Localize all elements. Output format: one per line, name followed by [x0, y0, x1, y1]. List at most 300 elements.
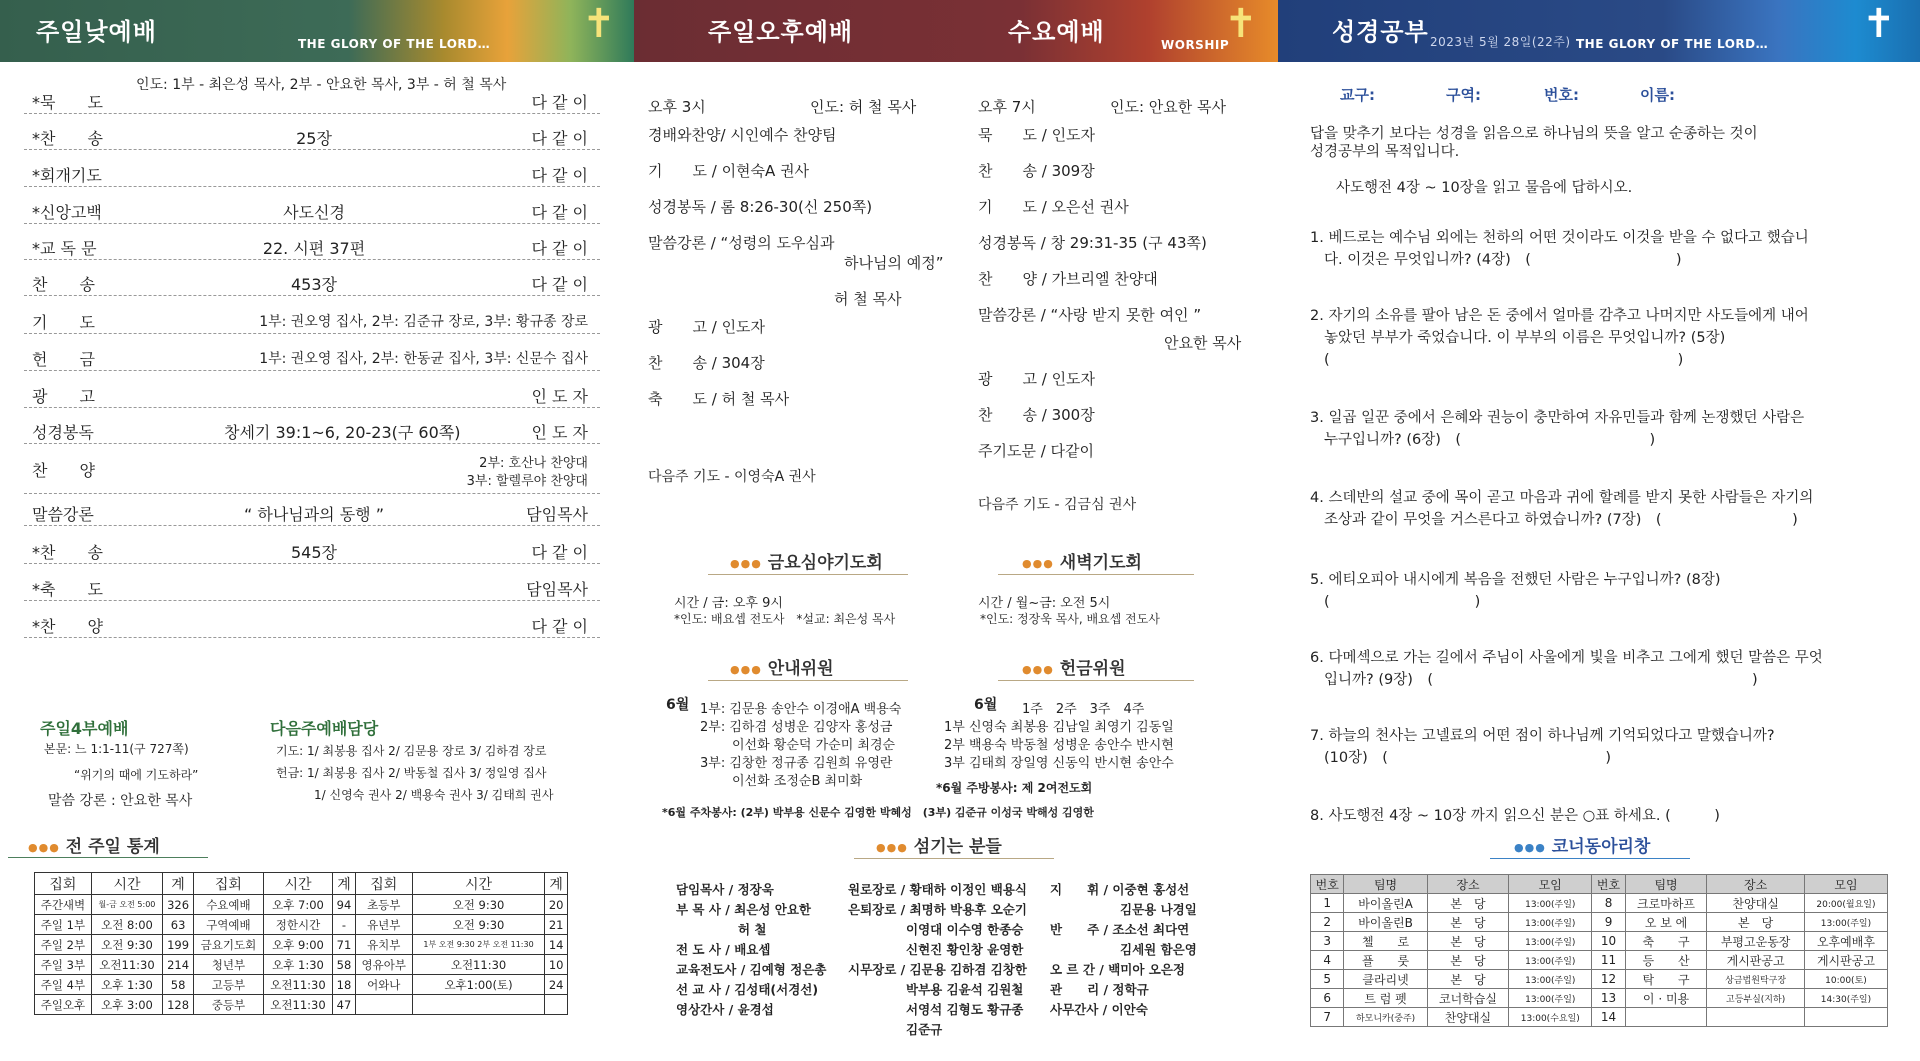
cross-icon: ✝: [582, 1, 616, 47]
stats-cell: 오후 9:00: [263, 935, 332, 955]
stats-cell: 유년부: [355, 915, 412, 935]
stats-cell: 오전11:30: [263, 995, 332, 1015]
club-row: [1311, 932, 1888, 951]
stats-row: [35, 915, 568, 935]
club-cell: 12: [1592, 970, 1625, 989]
question-line: 입니까? (9장) ( ): [1324, 672, 1758, 688]
stats-cell: 58: [333, 955, 356, 975]
stats-header-cell: 집회: [355, 873, 412, 895]
club-header-cell: 팀명: [1344, 875, 1427, 894]
question-line: 조상과 같이 무엇을 거스른다고 하였습니까? (7장) ( ): [1324, 512, 1798, 528]
order-person: 다 같 이: [531, 93, 588, 112]
stats-row: [35, 995, 568, 1015]
stats-cell: 초등부: [355, 895, 412, 915]
serve-title: 섬기는 분들: [913, 837, 1002, 857]
stats-row: [35, 955, 568, 975]
stats-cell: 구역예배: [194, 915, 264, 935]
guide-row: 1부: 김문용 송안수 이경애A 백용숙: [700, 702, 902, 717]
stats-cell: 오후1:00(토): [412, 975, 545, 995]
stats-cell: 오후 7:00: [263, 895, 332, 915]
bible-study-panel: [1278, 62, 1920, 1061]
order-item: 말씀강론: [32, 505, 94, 524]
stats-cell: 오전 9:30: [412, 895, 545, 915]
club-cell: 14:30(주일): [1804, 989, 1887, 1008]
service-line: 말씀강론 / “성령의 도우심과: [648, 234, 835, 252]
order-item: *찬 양: [32, 617, 103, 636]
club-cell: 본 당: [1707, 913, 1805, 932]
club-header-cell: 번호: [1592, 875, 1625, 894]
guide-row: 3부: 김창한 정규종 김원희 유영란: [700, 756, 893, 771]
stats-cell: 주간새벽: [35, 895, 92, 915]
service-line: 경배와찬양/ 시인예수 찬양팀: [648, 126, 837, 144]
serve-line: 사무간사 / 이안숙: [1050, 1002, 1148, 1017]
service-line: 주기도문 / 다같이: [978, 442, 1095, 460]
stats-row: [35, 895, 568, 915]
club-cell: 찬양대실: [1427, 1008, 1509, 1027]
service-line: 축 도 / 허 철 목사: [648, 390, 790, 408]
stats-cell: 20: [545, 895, 568, 915]
order-person: 1부: 권오영 집사, 2부: 김준규 장로, 3부: 황규종 장로: [259, 314, 588, 330]
stats-cell: [545, 995, 568, 1015]
club-title: 코너동아리창: [1551, 837, 1651, 857]
serve-heading: ●●● 섬기는 분들: [876, 837, 1002, 857]
order-row: [24, 82, 600, 114]
club-cell: 오 보 에: [1625, 913, 1707, 932]
afternoon-leader: 인도: 허 철 목사: [810, 98, 917, 116]
order-person: 2부: 호산나 찬양대: [479, 456, 588, 471]
club-cell: 축 구: [1625, 932, 1707, 951]
stats-cell: 21: [545, 915, 568, 935]
stats-cell: 오전 9:30: [91, 935, 162, 955]
question-line: 3. 일곱 일꾼 중에서 은혜와 권능이 충만하여 자유민들과 함께 논쟁했던 사람은: [1310, 410, 1805, 426]
club-cell: 9: [1592, 913, 1625, 932]
stats-cell: 128: [163, 995, 194, 1015]
stats-cell: 1부 오전 9:30 2부 오전 11:30: [412, 935, 545, 955]
dawn-heading: ●●● 새벽기도회: [1022, 553, 1142, 573]
club-header-cell: 모임: [1804, 875, 1887, 894]
order-row: [24, 606, 600, 638]
afternoon-title: 주일오후예배: [708, 18, 854, 46]
club-cell: 10: [1592, 932, 1625, 951]
serve-line: 이영대 이수영 한종승: [906, 922, 1024, 937]
order-item: *묵 도: [32, 93, 103, 112]
worship-tagline: WORSHIP: [1161, 38, 1230, 52]
stats-cell: 199: [163, 935, 194, 955]
question-line: ( ): [1324, 352, 1684, 368]
stats-cell: 오후 1:30: [91, 975, 162, 995]
order-row: [24, 532, 600, 564]
stats-cell: 주일오후: [35, 995, 92, 1015]
order-row: [24, 376, 600, 408]
stats-header-cell: 계: [163, 873, 194, 895]
banner-sunday-morning: [0, 0, 634, 62]
order-person-2: 3부: 할렐루야 찬양대: [466, 474, 588, 489]
stats-cell: 주일 3부: [35, 955, 92, 975]
friday-who: *인도: 배요셉 전도사 *설교: 최은성 목사: [674, 612, 896, 626]
serve-line: 관 리 / 정학규: [1050, 982, 1149, 997]
order-person: 인 도 자: [531, 387, 588, 406]
stats-cell: 유치부: [355, 935, 412, 955]
stats-cell: 주일 1부: [35, 915, 92, 935]
question-line: 5. 에티오피아 내시에게 복음을 전했던 사람은 누구입니까? (8장): [1310, 572, 1721, 588]
club-cell: 5: [1311, 970, 1344, 989]
sunday-morning-title: 주일낮예배: [36, 18, 157, 46]
club-table: [1310, 874, 1888, 1027]
offering-committee-title: 헌금위원: [1059, 659, 1126, 679]
club-cell: 바이올린A: [1344, 894, 1427, 913]
club-cell: [1707, 1008, 1805, 1027]
stats-cell: 청년부: [194, 955, 264, 975]
club-cell: 상금법원탁구장: [1707, 970, 1805, 989]
club-cell: 본 당: [1427, 913, 1509, 932]
club-heading: ●●● 코너동아리창: [1514, 837, 1651, 857]
question-line: 6. 다메섹으로 가는 길에서 주님이 사울에게 빛을 비추고 그에게 했던 말씀은 무엇: [1310, 650, 1823, 666]
order-person: 다 같 이: [531, 543, 588, 562]
club-cell: 오후예배후: [1804, 932, 1887, 951]
wednesday-title: 수요예배: [1008, 18, 1105, 46]
order-person: 다 같 이: [531, 166, 588, 185]
sunday-morning-panel: [0, 62, 634, 1061]
question-line: 2. 자기의 소유를 팔아 남은 돈 중에서 얼마를 감추고 나머지만 사도들에게 내어: [1310, 308, 1809, 324]
afternoon-wednesday-panel: [634, 62, 1278, 1061]
offer-head: 1주 2주 3주 4주: [1022, 702, 1145, 717]
serve-line: 담임목사 / 정장욱: [676, 882, 774, 897]
club-cell: 첼 로: [1344, 932, 1427, 951]
serve-line: 원로장로 / 황태하 이정인 백용식: [848, 882, 1027, 897]
question-line: (10장) ( ): [1324, 750, 1612, 766]
club-cell: 13:00(주일): [1509, 894, 1592, 913]
club-cell: [1625, 1008, 1707, 1027]
club-cell: 게시판공고: [1804, 951, 1887, 970]
club-row: [1311, 970, 1888, 989]
order-detail: “ 하나님과의 동행 ”: [243, 505, 385, 524]
guide-row: 이선화 조정순B 최미화: [732, 774, 863, 789]
stats-cell: 오전 9:30: [412, 915, 545, 935]
info-field: 이름:: [1640, 86, 1675, 104]
stats-cell: 오후 1:30: [263, 955, 332, 975]
stats-cell: 어와나: [355, 975, 412, 995]
banner-afternoon-wednesday: [634, 0, 1278, 62]
serve-line: 김세원 함은영: [1120, 942, 1197, 957]
fourth-service-title: 주일4부예배: [40, 719, 129, 738]
order-item: 기 도: [32, 313, 95, 332]
stats-header-cell: 시간: [91, 873, 162, 895]
service-line: 찬 송 / 309장: [978, 162, 1095, 180]
club-cell: 찬양대실: [1707, 894, 1805, 913]
question-line: 7. 하늘의 천사는 고넬료의 어떤 점이 하나님께 기억되었다고 말했습니까?: [1310, 728, 1775, 744]
order-person: 다 같 이: [531, 203, 588, 222]
club-cell: 13:00(주일): [1509, 989, 1592, 1008]
order-detail: 453장: [291, 275, 337, 294]
order-item: *교 독 문: [32, 239, 97, 258]
club-cell: 13:00(주일): [1804, 913, 1887, 932]
service-line: 성경봉독 / 창 29:31-35 (구 43쪽): [978, 234, 1207, 252]
club-cell: 13: [1592, 989, 1625, 1008]
order-detail: 22. 시편 37편: [262, 239, 366, 258]
guide-month: 6월: [666, 697, 690, 713]
attendance-stats-table: [34, 872, 568, 1015]
club-cell: 10:00(토): [1804, 970, 1887, 989]
club-cell: 본 당: [1427, 932, 1509, 951]
question-line: 1. 베드로는 예수님 외에는 천하의 어떤 것이라도 이것을 받을 수 없다고 했습니: [1310, 230, 1809, 246]
service-line: 찬 송 / 300장: [978, 406, 1095, 424]
order-item: 찬 양: [32, 461, 95, 480]
club-cell: 크로마하프: [1625, 894, 1707, 913]
club-cell: 트 럼 펫: [1344, 989, 1427, 1008]
serve-line: 지 휘 / 이중현 홍성선: [1050, 882, 1190, 897]
serve-line: 김문용 나경일: [1120, 902, 1197, 917]
wednesday-time: 오후 7시: [978, 98, 1036, 116]
order-item: *찬 송: [32, 543, 103, 562]
stats-cell: 14: [545, 935, 568, 955]
wednesday-leader: 인도: 안요한 목사: [1110, 98, 1227, 116]
order-row: [24, 412, 600, 444]
club-row: [1311, 1008, 1888, 1027]
serve-line: 전 도 사 / 배요셉: [676, 942, 771, 957]
club-cell: 본 당: [1427, 970, 1509, 989]
offering-row: 1부 신영숙 최봉용 김남일 최영기 김동일: [944, 720, 1174, 735]
service-line: 찬 양 / 가브리엘 찬양대: [978, 270, 1158, 288]
club-row: [1311, 913, 1888, 932]
cross-icon: ✝: [1224, 1, 1258, 47]
bible-study-title: 성경공부: [1332, 18, 1429, 46]
club-cell: 1: [1311, 894, 1344, 913]
stats-cell: 중등부: [194, 995, 264, 1015]
kitchen-note: *6월 주방봉사: 제 2여전도회: [936, 781, 1093, 795]
club-row: [1311, 989, 1888, 1008]
club-cell: 부평고운동장: [1707, 932, 1805, 951]
afternoon-preacher: 허 철 목사: [834, 290, 902, 308]
leaders-line: 인도: 1부 - 최은성 목사, 2부 - 안요한 목사, 3부 - 허 철 목사: [136, 77, 507, 93]
serve-line: 시무장로 / 김문용 김하겸 김창한: [848, 962, 1027, 977]
service-line: 성경봉독 / 롬 8:26-30(신 250쪽): [648, 198, 873, 216]
order-item: 광 고: [32, 387, 95, 406]
club-row: [1311, 894, 1888, 913]
stats-cell: 58: [163, 975, 194, 995]
club-cell: 3: [1311, 932, 1344, 951]
stats-cell: [355, 995, 412, 1015]
club-cell: 6: [1311, 989, 1344, 1008]
stats-cell: 오후 3:00: [91, 995, 162, 1015]
order-person: 다 같 이: [531, 617, 588, 636]
intro-line-1: 답을 맞추기 보다는 성경을 읽음으로 하나님의 뜻을 알고 순종하는 것이: [1310, 126, 1758, 142]
service-line: 광 고 / 인도자: [648, 318, 766, 336]
serve-line: 반 주 / 조소선 최다연: [1050, 922, 1190, 937]
service-line: 말씀강론 / “사랑 받지 못한 여인 ”: [978, 306, 1202, 324]
order-row: [24, 339, 600, 371]
order-row: [24, 264, 600, 296]
guide-row: 이선화 황순덕 가순미 최경순: [732, 738, 896, 753]
order-item: *축 도: [32, 580, 103, 599]
next-offering-2: 1/ 신영숙 권사 2/ 백용숙 권사 3/ 김태희 권사: [314, 788, 554, 802]
club-cell: 13:00(수요일): [1509, 1008, 1592, 1027]
wednesday-next-prayer: 다음주 기도 - 김금심 권사: [978, 497, 1137, 513]
service-line: 찬 송 / 304장: [648, 354, 765, 372]
club-header-cell: 장소: [1707, 875, 1805, 894]
stats-header-cell: 집회: [194, 873, 264, 895]
afternoon-next-prayer: 다음주 기도 - 이영숙A 권사: [648, 469, 816, 485]
wednesday-preacher: 안요한 목사: [1164, 334, 1242, 352]
stats-cell: 18: [333, 975, 356, 995]
order-person: 담임목사: [526, 505, 588, 524]
club-cell: 플 룻: [1344, 951, 1427, 970]
glory-tagline: THE GLORY OF THE LORD…: [1576, 37, 1769, 51]
stats-header-cell: 계: [545, 873, 568, 895]
club-cell: 고등부실(지하): [1707, 989, 1805, 1008]
order-item: *찬 송: [32, 129, 103, 148]
club-cell: 이 · 미용: [1625, 989, 1707, 1008]
stats-cell: 주일 2부: [35, 935, 92, 955]
order-row: [24, 155, 600, 187]
intro-line-2: 성경공부의 목적입니다.: [1310, 144, 1460, 160]
stats-title: 전 주일 통계: [65, 837, 160, 857]
guide-title: 안내위원: [767, 659, 834, 679]
order-person: 1부: 권오영 집사, 2부: 한동균 집사, 3부: 신문수 집사: [259, 351, 588, 367]
stats-cell: 수요예배: [194, 895, 264, 915]
order-row: [24, 302, 600, 334]
question-line: 8. 사도행전 4장 ~ 10장 까지 읽으신 분은 ○표 하세요. ( ): [1310, 808, 1720, 824]
next-prayer: 기도: 1/ 최봉용 집사 2/ 김문용 장로 3/ 김하겸 장로: [276, 744, 547, 758]
order-detail: 사도신경: [283, 203, 345, 222]
stats-cell: 오전11:30: [263, 975, 332, 995]
banner-bible-study: [1278, 0, 1920, 62]
club-cell: 14: [1592, 1008, 1625, 1027]
stats-header-cell: 집회: [35, 873, 92, 895]
offering-row: 2부 백용숙 박동철 성병운 송안수 반시현: [944, 738, 1174, 753]
club-cell: 8: [1592, 894, 1625, 913]
club-cell: 4: [1311, 951, 1344, 970]
stats-cell: [412, 995, 545, 1015]
stats-cell: 24: [545, 975, 568, 995]
info-field: 번호:: [1544, 86, 1579, 104]
friday-title: 금요심야기도회: [767, 553, 883, 573]
stats-header-cell: 시간: [263, 873, 332, 895]
order-row: [24, 118, 600, 150]
serve-line: 서영석 김형도 황규종: [906, 1002, 1024, 1017]
serve-line: 선 교 사 / 김성태(서경선): [676, 982, 819, 997]
fourth-service-sermon: “위기의 때에 기도하라”: [74, 768, 199, 782]
order-person: 담임목사: [526, 580, 588, 599]
parking-note: *6월 주차봉사: (2부) 박부용 신문수 김영한 박혜성 (3부) 김준규 이성국 박해성 김영한: [662, 806, 1094, 819]
serve-line: 오 르 간 / 백미아 오은정: [1050, 962, 1185, 977]
stats-cell: 63: [163, 915, 194, 935]
club-cell: 13:00(주일): [1509, 970, 1592, 989]
order-item: *신앙고백: [32, 203, 102, 222]
club-header-cell: 모임: [1509, 875, 1592, 894]
afternoon-sermon-2: 하나님의 예정”: [844, 254, 944, 272]
club-header-cell: 장소: [1427, 875, 1509, 894]
serve-line: 영상간사 / 윤경섭: [676, 1002, 774, 1017]
stats-cell: 326: [163, 895, 194, 915]
offer-month: 6월: [974, 697, 998, 713]
service-line: 묵 도 / 인도자: [978, 126, 1096, 144]
club-row: [1311, 951, 1888, 970]
cross-icon: ✝: [1862, 1, 1896, 47]
serve-line: 김준규: [906, 1022, 943, 1037]
stats-cell: -: [333, 915, 356, 935]
club-cell: 바이올린B: [1344, 913, 1427, 932]
stats-cell: 오전11:30: [91, 955, 162, 975]
order-row: [24, 192, 600, 224]
question-line: 놓았던 부부가 죽었습니다. 이 부부의 이름은 무엇입니까? (5장): [1324, 330, 1726, 346]
club-cell: 게시판공고: [1707, 951, 1805, 970]
club-cell: 13:00(주일): [1509, 913, 1592, 932]
club-header-cell: 번호: [1311, 875, 1344, 894]
stats-cell: 고등부: [194, 975, 264, 995]
bible-study-date: 2023년 5월 28일(22주): [1430, 35, 1571, 49]
question-line: 누구입니까? (6장) ( ): [1324, 432, 1656, 448]
dawn-who: *인도: 정장욱 목사, 배요셉 전도사: [980, 612, 1160, 626]
serve-line: 허 철: [738, 922, 767, 937]
club-cell: 클라리넷: [1344, 970, 1427, 989]
serve-line: 신현진 황인창 윤영한: [906, 942, 1024, 957]
stats-cell: 71: [333, 935, 356, 955]
question-line: 다. 이것은 무엇입니까? (4장) ( ): [1324, 252, 1682, 268]
friday-heading: ●●● 금요심야기도회: [730, 553, 883, 573]
order-row: [24, 569, 600, 601]
dawn-time: 시간 / 월~금: 오전 5시: [978, 596, 1111, 611]
club-cell: 코너학습실: [1427, 989, 1509, 1008]
stats-cell: 영유아부: [355, 955, 412, 975]
club-cell: 본 당: [1427, 894, 1509, 913]
club-cell: 탁 구: [1625, 970, 1707, 989]
info-field: 구역:: [1446, 86, 1481, 104]
order-detail: 창세기 39:1~6, 20-23(구 60쪽): [224, 423, 461, 442]
stats-header-cell: 계: [333, 873, 356, 895]
afternoon-time: 오후 3시: [648, 98, 706, 116]
service-line: 기 도 / 이현숙A 권사: [648, 162, 810, 180]
club-cell: 11: [1592, 951, 1625, 970]
stats-row: [35, 975, 568, 995]
club-cell: 2: [1311, 913, 1344, 932]
order-person: 다 같 이: [531, 275, 588, 294]
serve-line: 부 목 사 / 최은성 안요한: [676, 902, 811, 917]
club-cell: 20:00(월요일): [1804, 894, 1887, 913]
club-cell: 13:00(주일): [1509, 951, 1592, 970]
guide-row: 2부: 김하겸 성병운 김양자 홍성금: [700, 720, 893, 735]
club-cell: 등 산: [1625, 951, 1707, 970]
serve-line: 박부용 김윤석 김원철: [906, 982, 1024, 997]
club-cell: [1804, 1008, 1887, 1027]
offering-committee-heading: ●●● 헌금위원: [1022, 659, 1126, 679]
stats-cell: 금요기도회: [194, 935, 264, 955]
club-header-cell: 팀명: [1625, 875, 1707, 894]
dawn-title: 새벽기도회: [1059, 553, 1142, 573]
next-week-title: 다음주예배담당: [270, 719, 379, 738]
offering-row: 3부 김태희 장일영 신동익 반시현 송안수: [944, 756, 1174, 771]
club-cell: 7: [1311, 1008, 1344, 1027]
serve-line: 은퇴장로 / 최명하 박용후 오순기: [848, 902, 1027, 917]
fourth-service-preacher: 말씀 강론 : 안요한 목사: [48, 793, 193, 809]
question-line: 4. 스데반의 설교 중에 목이 곧고 마음과 귀에 할례를 받지 못한 사람들은 자기의: [1310, 490, 1814, 506]
stats-cell: 214: [163, 955, 194, 975]
stats-cell: 47: [333, 995, 356, 1015]
stats-header-cell: 시간: [412, 873, 545, 895]
glory-tagline: THE GLORY OF THE LORD…: [298, 37, 491, 51]
order-person: 다 같 이: [531, 239, 588, 258]
order-detail: 25장: [296, 129, 332, 148]
stats-row: [35, 935, 568, 955]
order-detail: 545장: [291, 543, 337, 562]
question-line: ( ): [1324, 594, 1481, 610]
stats-cell: 주일 4부: [35, 975, 92, 995]
stats-cell: 94: [333, 895, 356, 915]
club-cell: 본 당: [1427, 951, 1509, 970]
club-cell: 13:00(주일): [1509, 932, 1592, 951]
stats-cell: 오전11:30: [412, 955, 545, 975]
fourth-service-text: 본문: 느 1:1-11(구 727쪽): [44, 742, 189, 756]
service-line: 기 도 / 오은선 권사: [978, 198, 1129, 216]
